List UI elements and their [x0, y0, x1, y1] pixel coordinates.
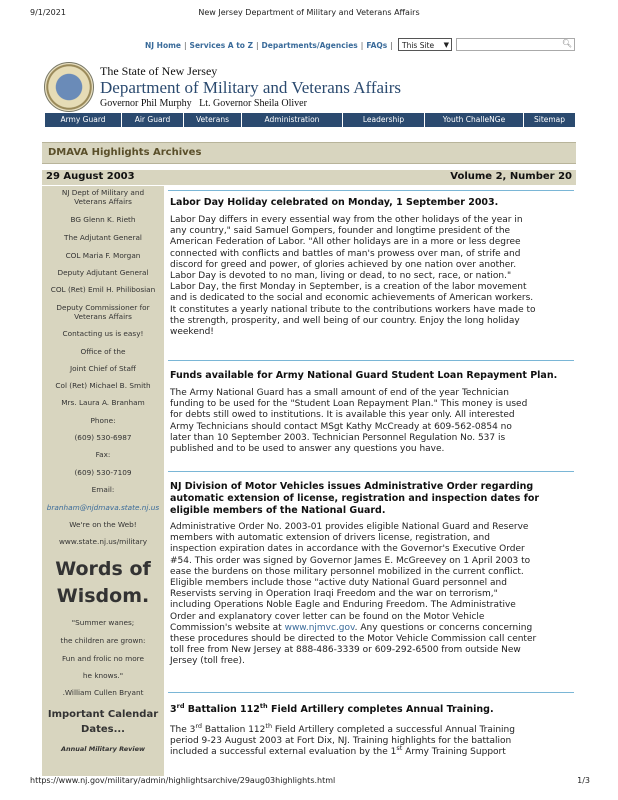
- issue-date: 29 August 2003: [46, 171, 135, 182]
- words-of-wisdom-2: Wisdom.: [56, 585, 150, 607]
- quote-line-2: the children are grown:: [60, 636, 146, 645]
- link-services[interactable]: Services A to Z: [189, 41, 254, 50]
- article-1-title: Labor Day Holiday celebrated on Monday, 1 September 2003.: [170, 197, 499, 208]
- print-header: [0, 0, 618, 22]
- nav-army-guard[interactable]: Army Guard: [45, 113, 122, 127]
- sidebar-fax: (609) 530-7109: [74, 468, 132, 477]
- divider: [168, 190, 574, 191]
- link-departments[interactable]: Departments/Agencies: [261, 41, 358, 50]
- sidebar-col2: COL (Ret) Emil H. Philibosian: [50, 285, 156, 294]
- calendar-heading-1: Important Calendar: [47, 709, 159, 720]
- link-faqs[interactable]: FAQs: [366, 41, 388, 50]
- article-4-body: The 3rd Battalion 112th Field Artillery completed a successful Annual Training period 9-23 August 2003 at Fort Dix, NJ. Training highlights for the battalion included a successful external evaluation by the 1st Army Training Support: [170, 722, 515, 758]
- sidebar-tag-title: The Adjutant General: [64, 233, 142, 242]
- sidebar-smith: Col (Ret) Michael B. Smith: [55, 381, 151, 390]
- search-scope-select[interactable]: This Site ▼: [398, 38, 452, 51]
- nav-sitemap[interactable]: Sitemap: [533, 115, 566, 124]
- sidebar: [42, 186, 164, 776]
- chevron-down-icon: ▼: [443, 41, 449, 49]
- search-input[interactable]: [456, 38, 575, 51]
- sidebar-col2-title-1: Deputy Commissioner for: [56, 303, 150, 312]
- words-of-wisdom-1: Words of: [55, 558, 151, 580]
- divider: [168, 692, 574, 693]
- nav-veterans[interactable]: Veterans: [184, 113, 242, 127]
- sidebar-col: COL Maria F. Morgan: [65, 251, 141, 260]
- sidebar-phone: (609) 530-6987: [74, 433, 132, 442]
- article-4-title: 3rd Battalion 112th Field Artillery completes Annual Training.: [170, 701, 494, 715]
- sidebar-org-2: Veterans Affairs: [74, 197, 132, 206]
- state-seal-logo: [44, 62, 94, 112]
- nav-leadership[interactable]: Leadership: [343, 113, 425, 127]
- issue-bar: [42, 170, 576, 185]
- quote-line-1: "Summer wanes;: [71, 618, 135, 627]
- sidebar-office-2: Joint Chief of Staff: [70, 364, 136, 373]
- main-nav: [45, 113, 575, 127]
- article-3-title: NJ Division of Motor Vehicles issues Administrative Order regarding automatic extension of license, registration and inspection dates for eligible members of the National Guard.: [170, 481, 540, 516]
- article-1-body: Labor Day differs in every essential way from the other holidays of the year in any country," said Samuel Gompers, founder and longtime president of the American Federation of Labor. "All other holidays are in a more or less degree connected with conflicts and battles of man's prowess over man, of strife and discord for greed and power, of glories achieved by one nation over another. Labor Day is devoted to no man, living or dead, to no sect, race, or nation." Labor Day, the first Monday in September, is a creation of the labor movement and is dedicated to the social and economic achievements of American workers. It constitutes a yearly national tribute to the contributions workers have made to the strength, prosperity, and well being of our country. Enjoy the long holiday weekend!: [170, 215, 536, 338]
- archive-title-bar: [42, 142, 576, 164]
- sidebar-email-label: Email:: [91, 485, 115, 494]
- divider: [168, 360, 574, 361]
- state-name: The State of New Jersey: [100, 64, 218, 78]
- quote-author: .William Cullen Bryant: [62, 688, 144, 697]
- article-2-title: Funds available for Army National Guard Student Loan Repayment Plan.: [170, 370, 558, 381]
- sidebar-phone-label: Phone:: [90, 416, 116, 425]
- njmvc-link[interactable]: www.njmvc.gov: [284, 622, 355, 633]
- article-2-body: The Army National Guard has a small amount of end of the year Technician funding to be used for the "Student Loan Repayment Plan." This money is used for debts still owed to institutions. It is available this year only. All interested Army Technicians should contact MSgt Kathy McCready at 609-562-0854 no later than 10 September 2003. Technician Personnel Regulation No. 537 is published and to be used to answer any questions you have.: [170, 388, 528, 455]
- sidebar-web: www.state.nj.us/military: [58, 537, 148, 546]
- calendar-item: Annual Military Review: [60, 745, 146, 753]
- sidebar-office-1: Office of the: [80, 347, 126, 356]
- quote-line-3: Fun and frolic no more: [62, 654, 144, 663]
- archive-title: DMAVA Highlights Archives: [48, 147, 202, 158]
- sidebar-web-label: We're on the Web!: [69, 520, 137, 529]
- link-nj-home[interactable]: NJ Home: [145, 41, 182, 50]
- print-date: 9/1/2021: [30, 8, 66, 17]
- sidebar-branham: Mrs. Laura A. Branham: [61, 398, 145, 407]
- nav-air-guard[interactable]: Air Guard: [122, 113, 184, 127]
- sidebar-tag: BG Glenn K. Rieth: [70, 215, 136, 224]
- top-links: NJ Home | Services A to Z | Departments/Agencies | FAQs |: [145, 41, 393, 50]
- search-icon[interactable]: 🔍︎: [561, 39, 572, 48]
- print-title: New Jersey Department of Military and Veterans Affairs: [198, 8, 420, 17]
- divider: [168, 471, 574, 472]
- governor-line: Governor Phil Murphy Lt. Governor Sheila Oliver: [100, 98, 307, 109]
- quote-line-4: he knows.": [82, 671, 124, 680]
- sidebar-fax-label: Fax:: [95, 450, 111, 459]
- top-nav: [0, 38, 618, 54]
- issue-volume: Volume 2, Number 20: [450, 171, 572, 182]
- sidebar-contact: Contacting us is easy!: [62, 329, 144, 338]
- calendar-heading-2: Dates...: [81, 724, 125, 735]
- sidebar-col2-title-2: Veterans Affairs: [74, 312, 132, 321]
- nav-administration[interactable]: Administration: [242, 113, 343, 127]
- print-page: 1/3: [577, 776, 590, 785]
- sidebar-org-1: NJ Dept of Military and: [61, 188, 145, 197]
- nav-youth-challenge[interactable]: Youth ChalleNGe: [425, 113, 524, 127]
- sidebar-email-link[interactable]: branham@njdmava.state.nj.us: [46, 503, 160, 512]
- article-3-body: Administrative Order No. 2003-01 provides eligible National Guard and Reserve members with automatic extension of drivers license, registration, and inspection expiration dates in accordance with the Governor's Executive Order #54. This order was signed by Governor James E. McGreevey on 1 April 2003 to ease the burdens on those military personnel mobilized in the current conflict. Eligible members include those "active duty National Guard personnel and Reservists serving in Operation Iraqi Freedom and the war on terrorism," including Operations Noble Eagle and Enduring Freedom. The Administrative Order and explanatory cover letter can be found on the Motor Vehicle Commission's website at www.njmvc.gov. Any questions or concerns concerning these procedures should be directed to the Motor Vehicle Commission call center toll free from New Jersey at 888-486-3339 or 609-292-6500 from outside New Jersey (toll free).: [170, 522, 537, 667]
- department-name: Department of Military and Veterans Affairs: [100, 78, 402, 97]
- print-url: https://www.nj.gov/military/admin/highlightsarchive/29aug03highlights.html: [30, 776, 336, 785]
- sidebar-col-title: Deputy Adjutant General: [57, 268, 149, 277]
